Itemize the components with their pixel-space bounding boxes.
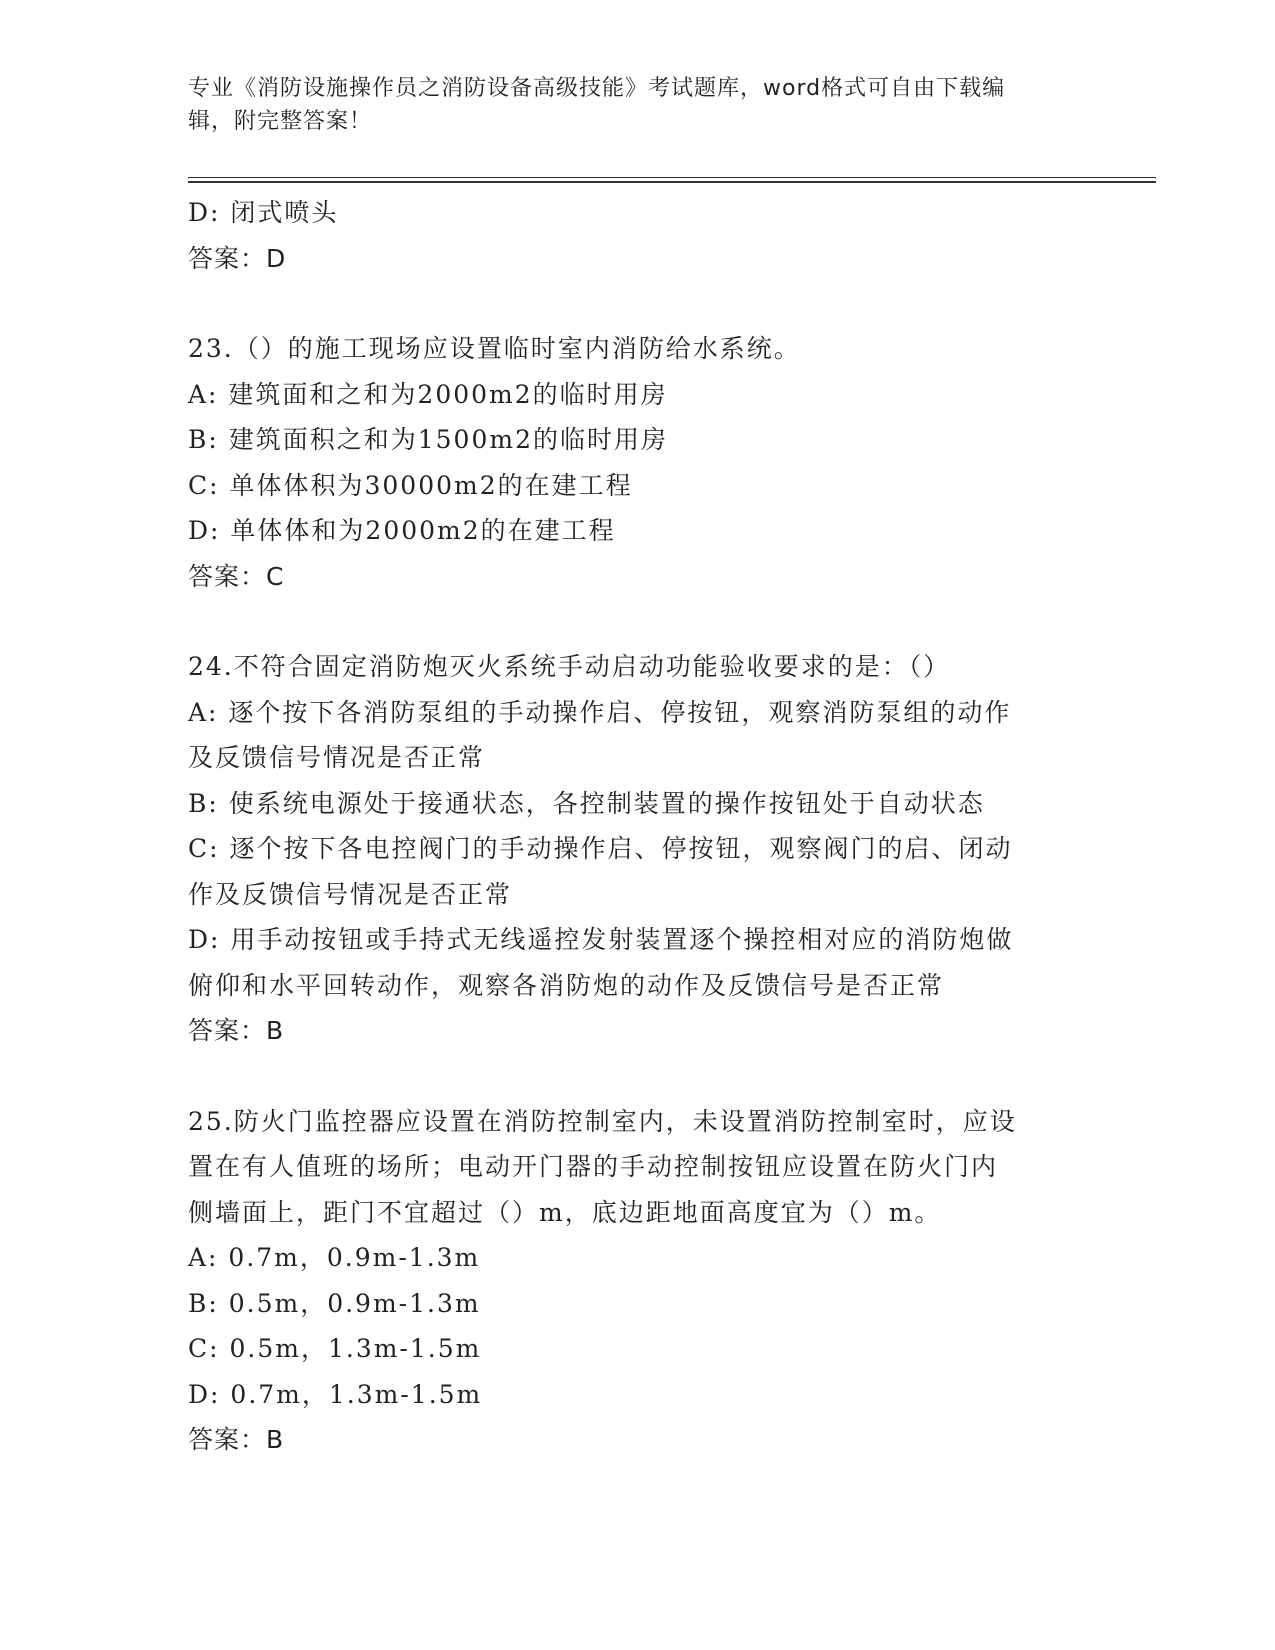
option-a: A: 0.7m，0.9m-1.3m <box>188 1243 481 1272</box>
option-d: D: 闭式喷头 <box>188 198 339 227</box>
option-b: B: 0.5m，0.9m-1.3m <box>188 1288 481 1318</box>
question-23 <box>188 326 1088 599</box>
option-c: C: 逐个按下各电控阀门的手动操作启、停按钮，观察阀门的启、闭动 <box>188 834 1013 863</box>
option-a-continued: 及反馈信号情况是否正常 <box>188 743 486 772</box>
spacer <box>188 281 1088 326</box>
header-divider-thick <box>188 181 1156 183</box>
document-header <box>188 72 1088 138</box>
header-line-2: 辑，附完整答案！ <box>188 109 373 134</box>
question-stem-continued: 置在有人值班的场所；电动开门器的手动控制按钮应设置在防火门内 <box>188 1152 999 1181</box>
option-b: B: 使系统电源处于接通状态，各控制装置的操作按钮处于自动状态 <box>188 788 985 818</box>
question-stem-continued: 侧墙面上，距门不宜超过（）m，底边距地面高度宜为（）m。 <box>188 1197 942 1227</box>
option-c: C: 0.5m，1.3m-1.5m <box>188 1334 482 1363</box>
question-24 <box>188 644 1088 1054</box>
answer-line: 答案：B <box>188 1425 285 1454</box>
option-c: C: 单体体积为30000m2的在建工程 <box>188 470 633 500</box>
header-line-1: 专业《消防设施操作员之消防设备高级技能》考试题库，word格式可自由下载编 <box>188 76 1006 101</box>
option-c-continued: 作及反馈信号情况是否正常 <box>188 879 513 909</box>
answer-line: 答案：C <box>188 561 285 591</box>
header-divider-thin <box>188 177 1156 178</box>
option-a: A: 建筑面和之和为2000m2的临时用房 <box>188 379 668 409</box>
answer-line: 答案：B <box>188 1016 285 1045</box>
option-d: D: 0.7m，1.3m-1.5m <box>188 1379 483 1409</box>
question-stem: 24.不符合固定消防炮灭火系统手动启动功能验收要求的是：（） <box>188 652 951 681</box>
option-d-continued: 俯仰和水平回转动作，观察各消防炮的动作及反馈信号是否正常 <box>188 970 945 1000</box>
answer-line: 答案：D <box>188 243 287 273</box>
spacer <box>188 599 1088 644</box>
question-25 <box>188 1099 1088 1463</box>
question-stem: 25.防火门监控器应设置在消防控制室内，未设置消防控制室时，应设 <box>188 1106 1017 1136</box>
question-list <box>188 190 1088 1463</box>
question-22-tail <box>188 190 1088 281</box>
question-stem: 23.（）的施工现场应设置临时室内消防给水系统。 <box>188 334 801 363</box>
option-d: D: 用手动按钮或手持式无线遥控发射装置逐个操控相对应的消防炮做 <box>188 925 1014 954</box>
spacer <box>188 1054 1088 1099</box>
option-b: B: 建筑面积之和为1500m2的临时用房 <box>188 425 668 454</box>
option-d: D: 单体体和为2000m2的在建工程 <box>188 516 616 545</box>
option-a: A: 逐个按下各消防泵组的手动操作启、停按钮，观察消防泵组的动作 <box>188 697 1012 727</box>
